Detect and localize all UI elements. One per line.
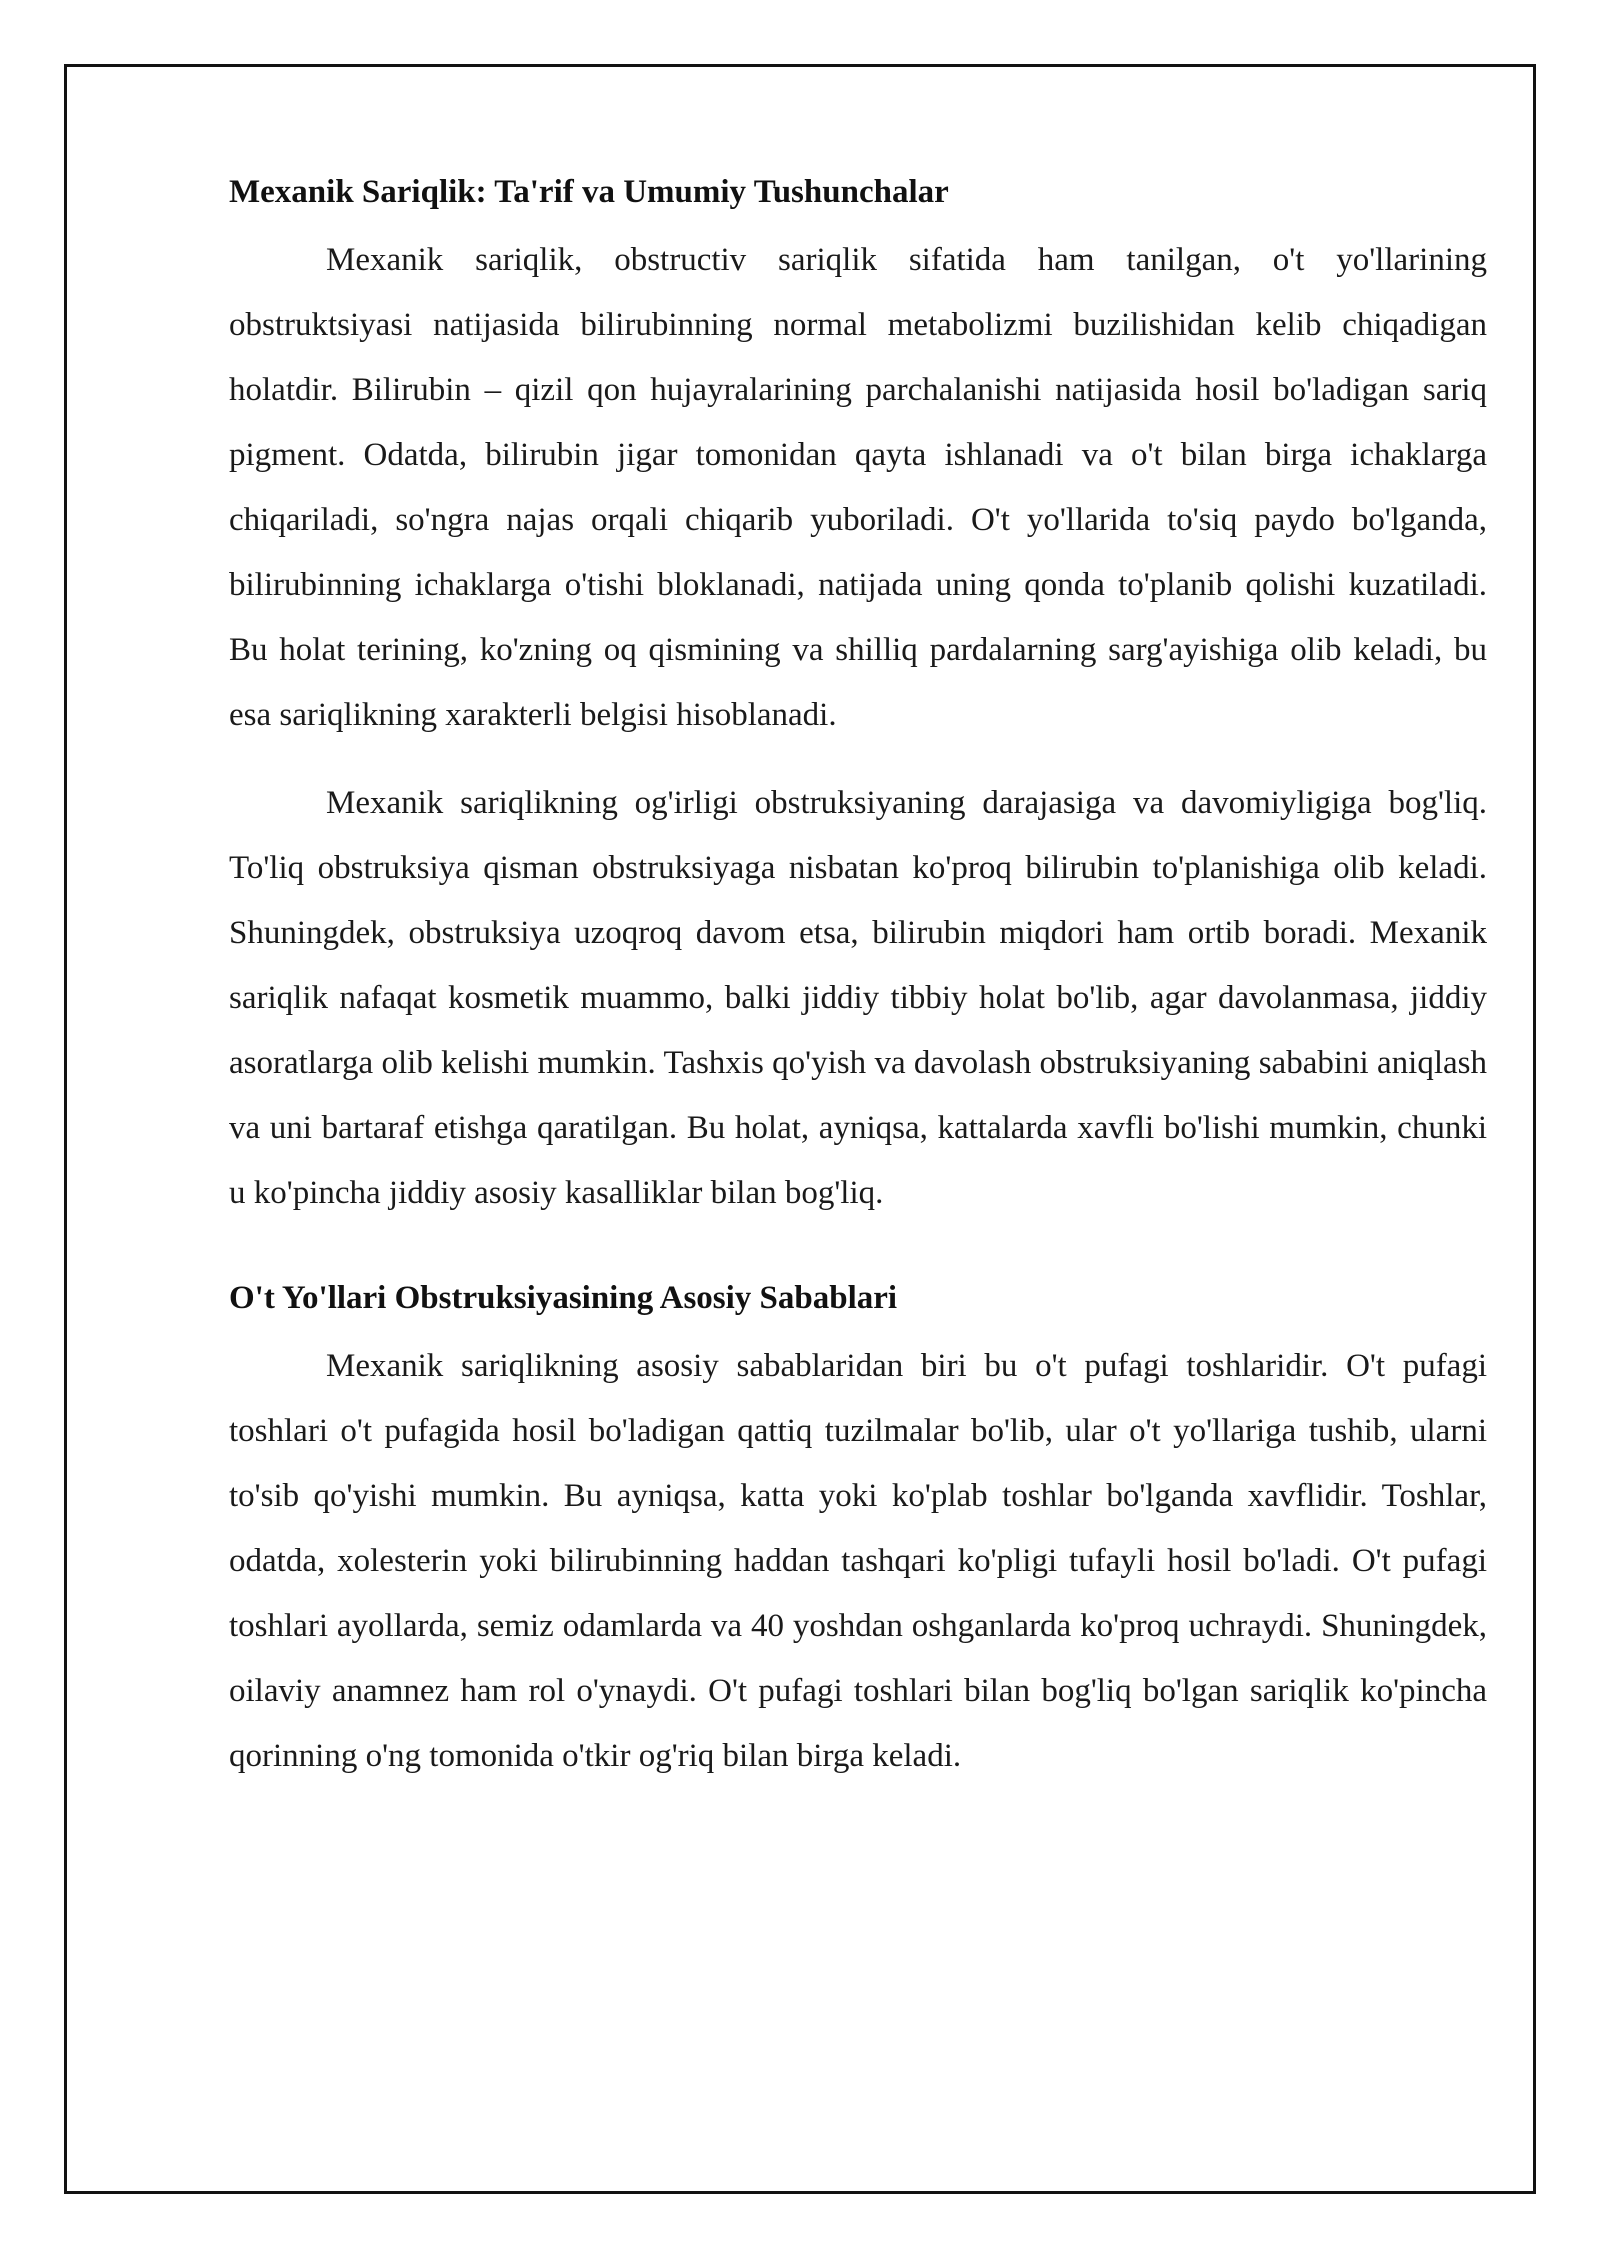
section-heading: O't Yo'llari Obstruksiyasining Asosiy Sabablari xyxy=(229,1280,898,1316)
section-definition xyxy=(229,170,1487,1226)
section-causes xyxy=(229,1276,1487,1789)
paragraph: Mexanik sariqlikning og'irligi obstruksiyaning darajasiga va davomiyligiga bog'liq. To'liq obstruksiya qisman obstruksiyaga nisbatan ko'proq bilirubin to'planishiga olib keladi. Shuningdek, obstruksiya uzoqroq davom etsa, bilirubin miqdori ham ortib boradi. Mexanik sariqlik nafaqat kosmetik muammo, balki jiddiy tibbiy holat bo'lib, agar davolanmasa, jiddiy asoratlarga olib kelishi mumkin. Tashxis qo'yish va davolash obstruksiyaning sababini aniqlash va uni bartaraf etishga qaratilgan. Bu holat, ayniqsa, kattalarda xavfli bo'lishi mumkin, chunki u ko'pincha jiddiy asosiy kasalliklar bilan bog'liq. xyxy=(229,785,1487,1211)
paragraph: Mexanik sariqlik, obstructiv sariqlik sifatida ham tanilgan, o't yo'llarining obstruktsiyasi natijasida bilirubinning normal metabolizmi buzilishidan kelib chiqadigan holatdir. Bilirubin – qizil qon hujayralarining parchalanishi natijasida hosil bo'ladigan sariq pigment. Odatda, bilirubin jigar tomonidan qayta ishlanadi va o't bilan birga ichaklarga chiqariladi, so'ngra najas orqali chiqarib yuboriladi. O't yo'llarida to'siq paydo bo'lganda, bilirubinning ichaklarga o'tishi bloklanadi, natijada uning qonda to'planib qolishi kuzatiladi. Bu holat terining, ko'zning oq qismining va shilliq pardalarning sarg'ayishiga olib keladi, bu esa sariqlikning xarakterli belgisi hisoblanadi. xyxy=(229,242,1487,733)
paragraph: Mexanik sariqlikning asosiy sabablaridan biri bu o't pufagi toshlaridir. O't pufagi toshlari o't pufagida hosil bo'ladigan qattiq tuzilmalar bo'lib, ular o't yo'llariga tushib, ularni to'sib qo'yishi mumkin. Bu ayniqsa, katta yoki ko'plab toshlar bo'lganda xavflidir. Toshlar, odatda, xolesterin yoki bilirubinning haddan tashqari ko'pligi tufayli hosil bo'ladi. O't pufagi toshlari ayollarda, semiz odamlarda va 40 yoshdan oshganlarda ko'proq uchraydi. Shuningdek, oilaviy anamnez ham rol o'ynaydi. O't pufagi toshlari bilan bog'liq bo'lgan sariqlik ko'pincha qorinning o'ng tomonida o'tkir og'riq bilan birga keladi. xyxy=(229,1348,1487,1774)
document-body xyxy=(229,170,1487,1812)
section-heading: Mexanik Sariqlik: Ta'rif va Umumiy Tushunchalar xyxy=(229,174,949,210)
